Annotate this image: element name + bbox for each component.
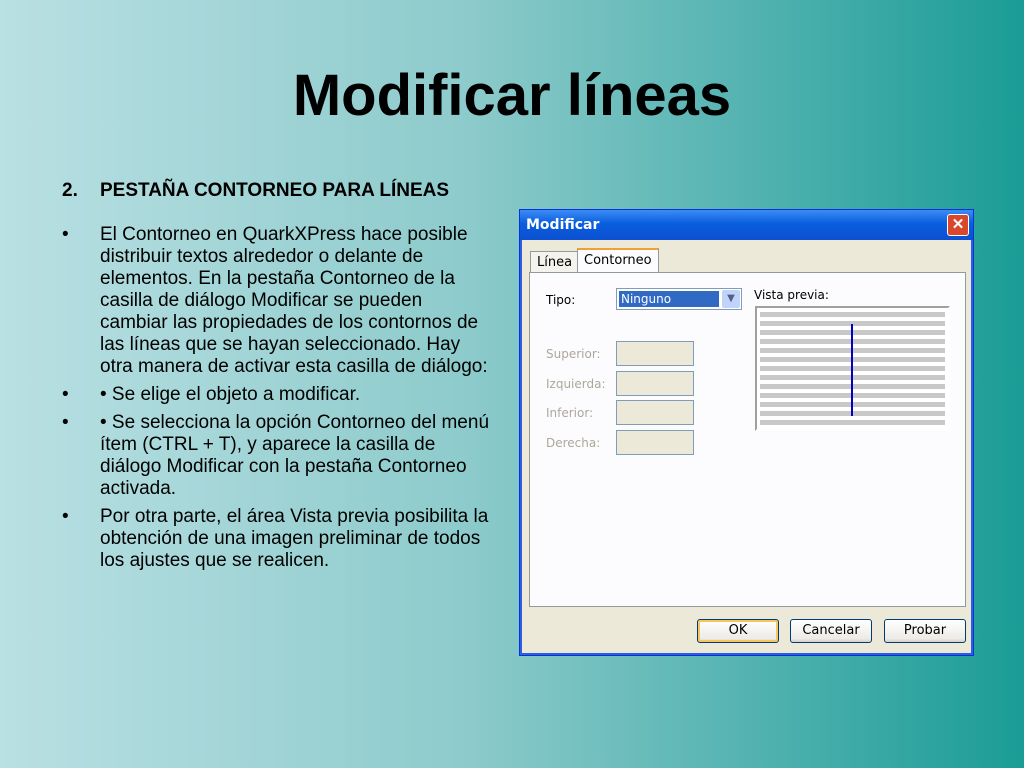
superior-label: Superior: — [546, 347, 601, 361]
derecha-field — [616, 430, 694, 455]
heading-number: 2. — [62, 180, 78, 201]
chevron-down-icon[interactable]: ▼ — [722, 290, 740, 308]
bullet-item — [62, 384, 492, 406]
tab-contorneo[interactable] — [577, 248, 659, 272]
bullet-item — [62, 224, 492, 378]
dialog-title: Modificar — [526, 217, 600, 233]
preview-label: Vista previa: — [754, 288, 829, 302]
close-button[interactable] — [947, 214, 969, 236]
izquierda-label: Izquierda: — [546, 377, 606, 391]
bullet-text: Por otra parte, el área Vista previa posibilita la obtención de una imagen preliminar de todos los ajustes que se realicen. — [100, 506, 489, 571]
bullet-marker: • — [62, 412, 69, 433]
bullet-marker: • — [62, 224, 69, 245]
tipo-selected-value: Ninguno — [619, 291, 719, 307]
tipo-label: Tipo: — [546, 293, 576, 307]
slide-content — [62, 180, 492, 578]
cancel-button[interactable]: Cancelar — [790, 619, 872, 643]
close-icon: ✕ — [951, 216, 965, 233]
heading-text: PESTAÑA CONTORNEO PARA LÍNEAS — [100, 180, 450, 201]
bullet-marker: • — [62, 384, 69, 405]
inferior-field — [616, 400, 694, 425]
derecha-label: Derecha: — [546, 436, 601, 450]
test-button[interactable]: Probar — [884, 619, 966, 643]
tipo-select[interactable] — [616, 288, 742, 310]
tab-linea[interactable] — [530, 251, 579, 273]
izquierda-field — [616, 371, 694, 396]
superior-field — [616, 341, 694, 366]
preview-area — [755, 306, 950, 431]
tab-panel-contorneo — [529, 272, 966, 607]
slide-title: Modificar líneas — [292, 63, 732, 128]
bullet-marker: • — [62, 506, 69, 527]
tab-label: Contorneo — [584, 253, 652, 268]
inferior-label: Inferior: — [546, 406, 594, 420]
modificar-dialog — [519, 209, 974, 656]
dialog-title-bar[interactable] — [520, 210, 973, 240]
bullet-item — [62, 506, 492, 572]
tab-label: Línea — [537, 255, 573, 270]
bullet-text: • Se selecciona la opción Contorneo del menú ítem (CTRL + T), y aparece la casilla de diálogo Modificar con la pestaña Contorneo activada. — [100, 412, 490, 499]
section-heading — [62, 180, 492, 202]
bullet-item — [62, 412, 492, 500]
preview-graphic — [757, 308, 948, 429]
bullet-text: • Se elige el objeto a modificar. — [100, 384, 361, 405]
ok-button[interactable]: OK — [697, 619, 779, 643]
bullet-text: El Contorneo en QuarkXPress hace posible distribuir textos alrededor o delante de elementos. En la pestaña Contorneo de la casilla de diálogo Modificar se pueden cambiar las propiedades de los contornos de las líneas que se hayan seleccionado. Hay otra manera de activar esta casilla de diálogo: — [100, 224, 488, 377]
